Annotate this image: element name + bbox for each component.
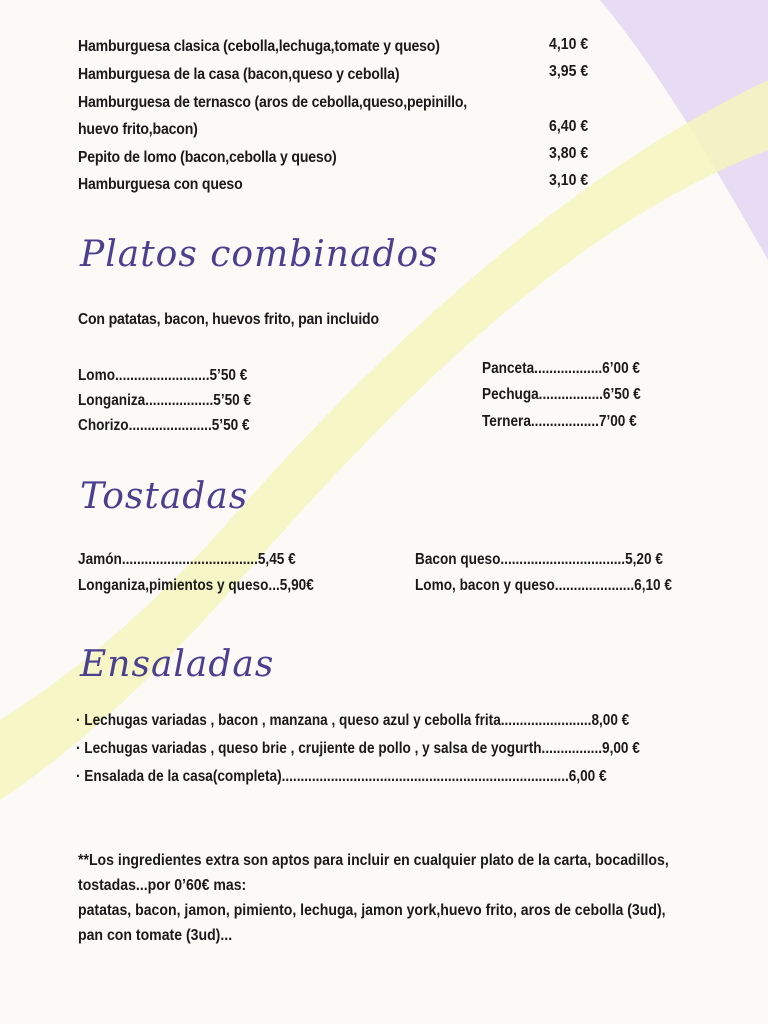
menu-item-name: Hamburguesa clasica (cebolla,lechuga,tomate y queso) [78,38,440,55]
tostada-item: Lomo, bacon y queso.....................6,10 € [415,577,672,594]
menu-item-price: 3,10 € [549,172,589,189]
menu-item-price: 6,40 € [549,118,589,135]
combo-item: Chorizo......................5’50 € [78,417,250,434]
menu-item-name: huevo frito,bacon) [78,121,198,138]
extras-note [78,848,712,948]
menu-item-name: Hamburguesa de ternasco (aros de cebolla,queso,pepinillo, [78,94,468,111]
combo-item: Ternera..................7’00 € [482,413,637,430]
menu-item-name: Pepito de lomo (bacon,cebolla y queso) [78,149,337,166]
menu-item-price: 4,10 € [549,36,589,53]
salad-item: · Lechugas variadas , queso brie , crujiente de pollo , y salsa de yogurth................9,00 € [76,740,640,757]
combo-item: Lomo.........................5’50 € [78,367,248,384]
section-subtitle: Con patatas, bacon, huevos frito, pan incluido [78,311,379,328]
note-line: tostadas...por 0’60€ mas: [78,877,247,894]
menu-item-price: 3,80 € [549,145,589,162]
menu-item-name: Hamburguesa de la casa (bacon,queso y cebolla) [78,66,400,83]
note-line: pan con tomate (3ud)... [78,927,233,944]
tostada-item: Bacon queso.................................5,20 € [415,551,663,568]
note-line: patatas, bacon, jamon, pimiento, lechuga, jamon york,huevo frito, aros de cebolla (3ud), [78,902,666,919]
section-title-platos: Platos combinados [80,234,439,275]
combo-item: Pechuga.................6’50 € [482,386,641,403]
tostada-item: Jamón....................................5,45 € [78,551,296,568]
menu-item-price: 3,95 € [549,63,589,80]
menu-item-name: Hamburguesa con queso [78,176,243,193]
section-title-tostadas: Tostadas [80,476,249,517]
combo-item: Longaniza..................5’50 € [78,392,252,409]
note-line: **Los ingredientes extra son aptos para incluir en cualquier plato de la carta, bocadillos, [78,852,669,869]
tostada-item: Longaniza,pimientos y queso...5,90€ [78,577,314,594]
section-title-ensaladas: Ensaladas [80,644,275,685]
combo-item: Panceta..................6’00 € [482,360,640,377]
salad-item: · Ensalada de la casa(completa)............................................................................6,00 € [76,768,607,785]
salad-item: · Lechugas variadas , bacon , manzana , queso azul y cebolla frita........................8,00 € [76,712,630,729]
